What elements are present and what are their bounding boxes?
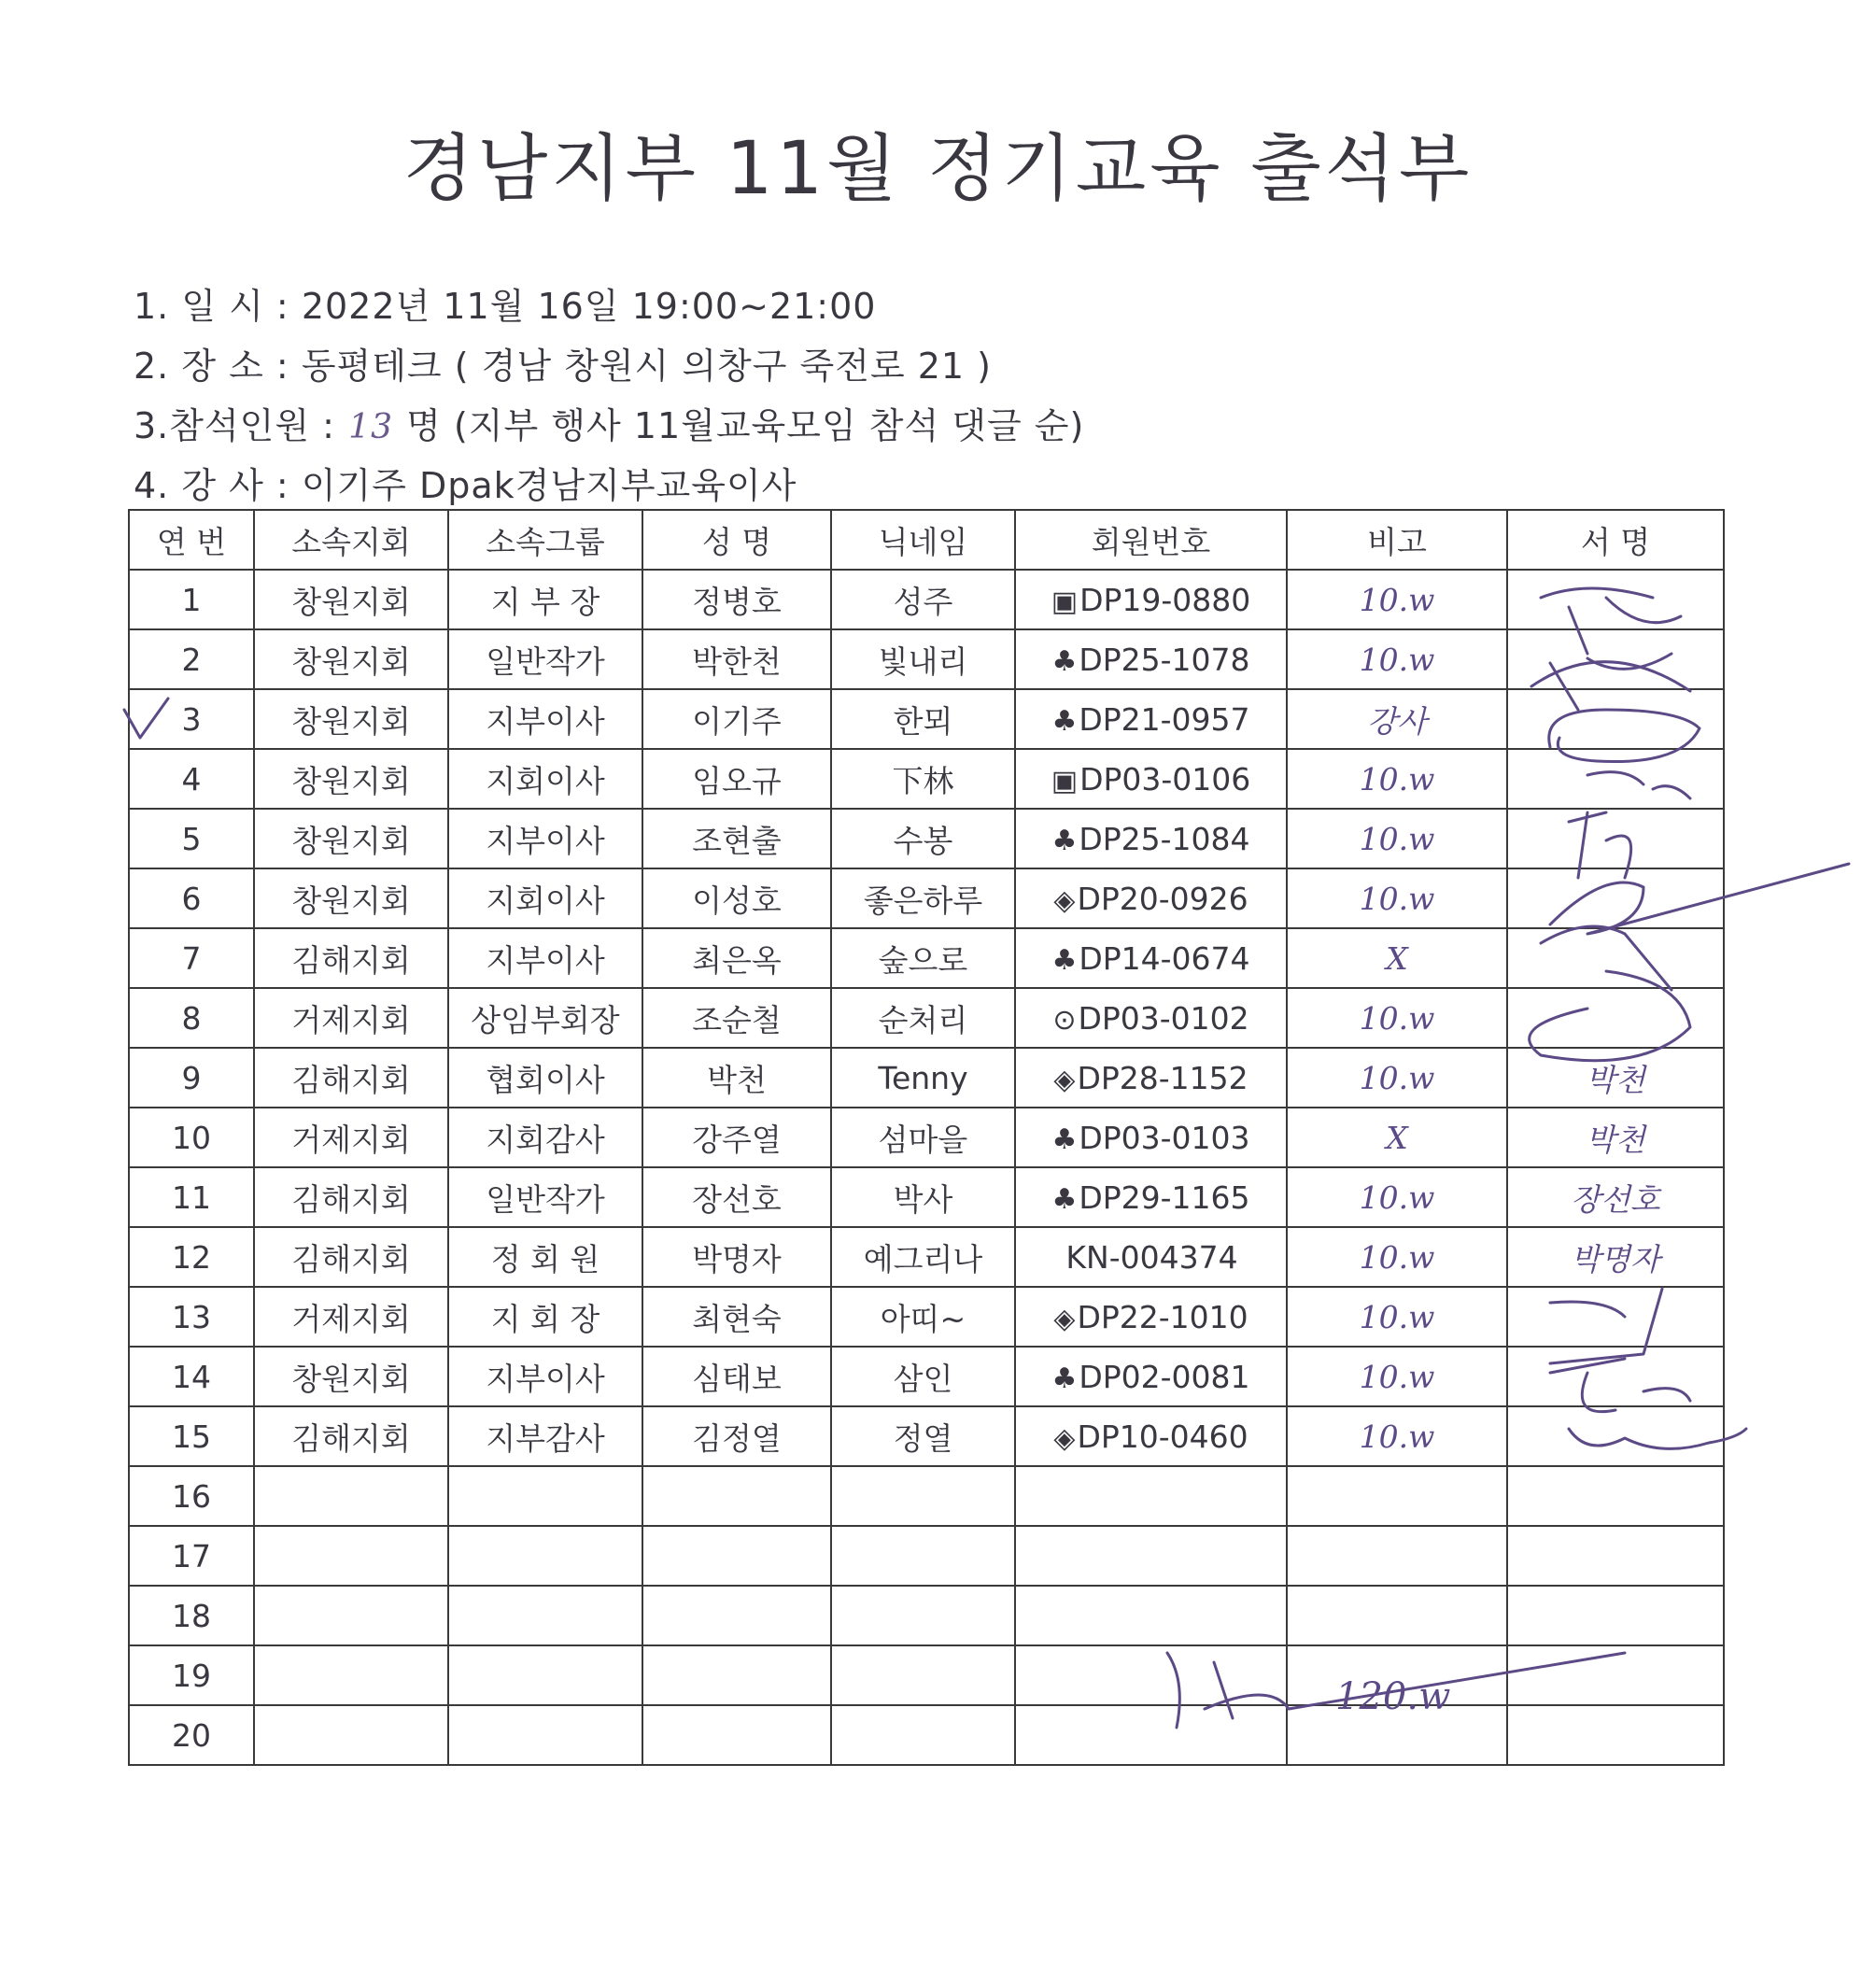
note-handwriting: 10.w [1359, 1059, 1435, 1096]
col-branch-cell [254, 1586, 448, 1645]
note-handwriting: 강사 [1367, 702, 1427, 740]
table-header-row [129, 510, 1724, 570]
note-handwriting: 10.w [1359, 641, 1435, 678]
col-note-cell [1287, 1287, 1507, 1347]
table-row [129, 868, 1724, 928]
col-note-cell [1287, 689, 1507, 749]
col-name-cell: 최은옥 [642, 928, 831, 988]
col-signature-cell [1507, 689, 1724, 749]
table-row [129, 928, 1724, 988]
member-id-text: DP10-0460 [1077, 1418, 1248, 1455]
col-name-cell: 정병호 [642, 570, 831, 629]
col-branch-cell: 거제지회 [254, 1287, 448, 1347]
col-note-cell [1287, 749, 1507, 809]
col-number-cell: 11 [129, 1167, 254, 1227]
info-attendance [134, 397, 1084, 448]
col-group-cell: 지 회 장 [448, 1287, 642, 1347]
attend-value: 명 (지부 행사 11월교육모임 참석 댓글 순) [406, 405, 1085, 446]
col-nickname-cell: 한뫼 [831, 689, 1015, 749]
col-note-cell [1287, 1347, 1507, 1406]
col-group-cell [448, 1526, 642, 1586]
note-handwriting: 10.w [1359, 1238, 1435, 1276]
col-member-id-cell [1015, 988, 1287, 1048]
col-branch-cell: 창원지회 [254, 1347, 448, 1406]
col-member-id-cell [1015, 1586, 1287, 1645]
note-handwriting: 10.w [1359, 760, 1435, 798]
col-note-cell [1287, 988, 1507, 1048]
col-branch-cell: 창원지회 [254, 809, 448, 868]
info-date [134, 277, 876, 329]
col-branch-cell [254, 1645, 448, 1705]
col-branch-cell: 창원지회 [254, 868, 448, 928]
note-handwriting: 10.w [1359, 880, 1435, 917]
col-name-cell [642, 1586, 831, 1645]
table-row [129, 749, 1724, 809]
member-symbol-icon: ♣ [1051, 1362, 1078, 1395]
col-member-id-cell [1015, 1526, 1287, 1586]
col-note-cell [1287, 1167, 1507, 1227]
col-note-cell [1287, 1526, 1507, 1586]
col-name-cell: 심태보 [642, 1347, 831, 1406]
col-note-cell [1287, 868, 1507, 928]
col-group-cell: 지부이사 [448, 689, 642, 749]
col-number-cell: 20 [129, 1705, 254, 1765]
col-group-cell [448, 1586, 642, 1645]
col-signature-cell [1507, 1406, 1724, 1466]
col-signature-cell [1507, 570, 1724, 629]
note-handwriting: 10.w [1359, 1418, 1435, 1455]
col-group-cell: 지회감사 [448, 1108, 642, 1167]
col-nickname-cell: 정열 [831, 1406, 1015, 1466]
col-number-cell: 16 [129, 1466, 254, 1526]
col-name-cell: 조현출 [642, 809, 831, 868]
col-note-cell [1287, 1227, 1507, 1287]
col-name-cell: 박천 [642, 1048, 831, 1108]
place-value: 동평테크 ( 경남 창원시 의창구 죽전로 21 ) [301, 346, 992, 387]
col-number-cell: 8 [129, 988, 254, 1048]
col-note-cell [1287, 809, 1507, 868]
col-name-cell: 이기주 [642, 689, 831, 749]
member-id-text: DP21-0957 [1079, 700, 1250, 738]
col-group-header: 소속그룹 [448, 510, 642, 570]
table-row [129, 1167, 1724, 1227]
col-member-id-cell [1015, 1048, 1287, 1108]
member-symbol-icon: ▣ [1051, 585, 1079, 618]
col-member-id-cell [1015, 689, 1287, 749]
col-group-cell: 협회이사 [448, 1048, 642, 1108]
col-number-cell: 17 [129, 1526, 254, 1586]
col-member-id-cell [1015, 809, 1287, 868]
col-group-cell: 지회이사 [448, 868, 642, 928]
table-row [129, 570, 1724, 629]
col-group-cell: 지부이사 [448, 928, 642, 988]
col-name-cell: 강주열 [642, 1108, 831, 1167]
col-member-id-header: 회원번호 [1015, 510, 1287, 570]
col-member-id-cell [1015, 928, 1287, 988]
table-row [129, 988, 1724, 1048]
table-row [129, 1227, 1724, 1287]
lecturer-label: 4. 강 사 : [134, 465, 289, 506]
col-name-cell [642, 1645, 831, 1705]
member-symbol-icon: ◈ [1053, 883, 1076, 917]
signature-text: 박명자 [1571, 1240, 1660, 1277]
col-nickname-cell [831, 1645, 1015, 1705]
info-place [134, 337, 992, 388]
col-number-cell: 15 [129, 1406, 254, 1466]
info-lecturer [134, 457, 797, 508]
col-note-header: 비고 [1287, 510, 1507, 570]
col-member-id-cell [1015, 1108, 1287, 1167]
member-id-text: DP03-0106 [1079, 760, 1251, 798]
table-row [129, 1526, 1724, 1586]
note-handwriting: 10.w [1359, 581, 1435, 618]
col-nickname-cell: 삼인 [831, 1347, 1015, 1406]
col-branch-cell: 창원지회 [254, 749, 448, 809]
col-nickname-cell [831, 1586, 1015, 1645]
note-handwriting: 10.w [1359, 1358, 1435, 1395]
col-signature-cell [1507, 1227, 1724, 1287]
col-member-id-cell [1015, 1167, 1287, 1227]
member-id-text: DP03-0102 [1078, 999, 1249, 1037]
attend-written-count: 13 [348, 408, 393, 446]
member-id-text: DP03-0103 [1079, 1119, 1250, 1156]
note-handwriting: 10.w [1359, 999, 1435, 1037]
col-number-cell: 1 [129, 570, 254, 629]
member-symbol-icon: ⊙ [1052, 1003, 1077, 1037]
col-group-cell [448, 1645, 642, 1705]
member-id-text: DP19-0880 [1079, 581, 1251, 618]
col-name-cell: 이성호 [642, 868, 831, 928]
member-symbol-icon: ▣ [1051, 764, 1079, 798]
member-symbol-icon: ♣ [1051, 704, 1078, 738]
col-group-cell: 지 부 장 [448, 570, 642, 629]
member-symbol-icon: ◈ [1053, 1302, 1076, 1335]
signature-text: 박천 [1586, 1121, 1645, 1158]
col-nickname-cell: 순처리 [831, 988, 1015, 1048]
col-name-cell [642, 1705, 831, 1765]
col-member-id-cell [1015, 1287, 1287, 1347]
col-signature-cell [1507, 1108, 1724, 1167]
signature-text: 박천 [1586, 1061, 1645, 1098]
col-number-cell: 18 [129, 1586, 254, 1645]
col-nickname-cell [831, 1526, 1015, 1586]
col-group-cell: 지부이사 [448, 1347, 642, 1406]
col-note-cell [1287, 570, 1507, 629]
col-number-cell: 6 [129, 868, 254, 928]
col-member-id-cell [1015, 749, 1287, 809]
col-note-cell [1287, 928, 1507, 988]
col-name-cell: 임오규 [642, 749, 831, 809]
col-branch-cell: 창원지회 [254, 689, 448, 749]
col-member-id-cell [1015, 1466, 1287, 1526]
col-signature-cell [1507, 749, 1724, 809]
col-signature-cell [1507, 988, 1724, 1048]
col-group-cell: 지부감사 [448, 1406, 642, 1466]
table-row [129, 689, 1724, 749]
col-number-cell: 2 [129, 629, 254, 689]
col-name-cell [642, 1526, 831, 1586]
col-branch-cell: 거제지회 [254, 988, 448, 1048]
col-group-cell [448, 1705, 642, 1765]
col-signature-cell [1507, 1287, 1724, 1347]
col-note-cell [1287, 1108, 1507, 1167]
place-label: 2. 장 소 : [134, 346, 289, 387]
col-nickname-cell [831, 1705, 1015, 1765]
col-signature-cell [1507, 809, 1724, 868]
page-title: 경남지부 11월 정기교육 출석부 [402, 127, 1474, 211]
member-id-text: KN-004374 [1065, 1238, 1238, 1276]
table-row [129, 1466, 1724, 1526]
col-name-cell: 최현숙 [642, 1287, 831, 1347]
col-branch-cell: 김해지회 [254, 1406, 448, 1466]
col-signature-cell [1507, 1048, 1724, 1108]
col-number-cell: 14 [129, 1347, 254, 1406]
col-member-id-cell [1015, 570, 1287, 629]
col-nickname-cell: 수봉 [831, 809, 1015, 868]
col-nickname-cell: 좋은하루 [831, 868, 1015, 928]
col-name-cell: 조순철 [642, 988, 831, 1048]
note-handwriting: 10.w [1359, 1179, 1435, 1216]
date-label: 1. 일 시 : [134, 286, 289, 327]
col-nickname-cell: 박사 [831, 1167, 1015, 1227]
col-branch-header: 소속지회 [254, 510, 448, 570]
lecturer-value: 이기주 Dpak경남지부교육이사 [301, 465, 797, 506]
note-handwriting: X [1386, 939, 1408, 977]
col-nickname-cell: 빛내리 [831, 629, 1015, 689]
col-branch-cell: 창원지회 [254, 570, 448, 629]
member-symbol-icon: ◈ [1053, 1063, 1076, 1096]
col-nickname-cell: 섬마을 [831, 1108, 1015, 1167]
col-number-cell: 9 [129, 1048, 254, 1108]
attend-label: 3.참석인원 : [134, 405, 335, 446]
col-number-cell: 19 [129, 1645, 254, 1705]
col-number-cell: 10 [129, 1108, 254, 1167]
col-name-cell: 박한천 [642, 629, 831, 689]
col-member-id-cell [1015, 1227, 1287, 1287]
col-branch-cell: 거제지회 [254, 1108, 448, 1167]
col-note-cell [1287, 629, 1507, 689]
col-name-cell: 박명자 [642, 1227, 831, 1287]
col-signature-cell [1507, 1645, 1724, 1705]
col-member-id-cell [1015, 1645, 1287, 1705]
member-id-text: DP25-1078 [1079, 641, 1250, 678]
col-note-cell [1287, 1406, 1507, 1466]
col-group-cell: 지부이사 [448, 809, 642, 868]
col-signature-cell [1507, 1705, 1724, 1765]
col-member-id-cell [1015, 868, 1287, 928]
member-symbol-icon: ♣ [1051, 824, 1078, 857]
col-note-cell [1287, 1705, 1507, 1765]
col-number-cell: 5 [129, 809, 254, 868]
table-row [129, 1645, 1724, 1705]
member-id-text: DP02-0081 [1079, 1358, 1250, 1395]
table-row [129, 809, 1724, 868]
col-group-cell: 일반작가 [448, 629, 642, 689]
table-row [129, 1108, 1724, 1167]
col-signature-cell [1507, 1347, 1724, 1406]
note-handwriting: 10.w [1359, 1298, 1435, 1335]
member-id-text: DP14-0674 [1079, 939, 1250, 977]
date-value: 2022년 11월 16일 19:00~21:00 [301, 286, 877, 327]
col-branch-cell: 김해지회 [254, 928, 448, 988]
col-nickname-cell: Tenny [831, 1048, 1015, 1108]
col-branch-cell: 김해지회 [254, 1227, 448, 1287]
col-signature-cell [1507, 1586, 1724, 1645]
col-group-cell: 상임부회장 [448, 988, 642, 1048]
col-group-cell: 정 회 원 [448, 1227, 642, 1287]
col-name-header: 성 명 [642, 510, 831, 570]
col-nickname-cell [831, 1466, 1015, 1526]
col-note-cell [1287, 1645, 1507, 1705]
member-id-text: DP25-1084 [1079, 820, 1250, 857]
table-row [129, 1347, 1724, 1406]
signature-text: 장선호 [1571, 1180, 1660, 1218]
col-nickname-header: 닉네임 [831, 510, 1015, 570]
col-signature-cell [1507, 868, 1724, 928]
col-branch-cell [254, 1466, 448, 1526]
col-branch-cell: 김해지회 [254, 1048, 448, 1108]
col-branch-cell: 김해지회 [254, 1167, 448, 1227]
col-note-cell [1287, 1586, 1507, 1645]
note-handwriting: 10.w [1359, 820, 1435, 857]
member-symbol-icon: ◈ [1053, 1421, 1076, 1455]
col-member-id-cell [1015, 1347, 1287, 1406]
col-note-cell [1287, 1466, 1507, 1526]
note-handwriting: X [1386, 1119, 1408, 1156]
col-nickname-cell: 예그리나 [831, 1227, 1015, 1287]
col-note-cell [1287, 1048, 1507, 1108]
col-number-cell: 13 [129, 1287, 254, 1347]
col-number-header: 연 번 [129, 510, 254, 570]
member-id-text: DP20-0926 [1077, 880, 1248, 917]
table-row [129, 1048, 1724, 1108]
col-name-cell [642, 1466, 831, 1526]
col-signature-cell [1507, 928, 1724, 988]
col-number-cell: 12 [129, 1227, 254, 1287]
col-group-cell: 지회이사 [448, 749, 642, 809]
col-branch-cell [254, 1526, 448, 1586]
table-row [129, 1287, 1724, 1347]
member-id-text: DP22-1010 [1077, 1298, 1248, 1335]
col-number-cell: 7 [129, 928, 254, 988]
col-group-cell [448, 1466, 642, 1526]
col-nickname-cell: 아띠~ [831, 1287, 1015, 1347]
col-nickname-cell: 성주 [831, 570, 1015, 629]
member-id-text: DP29-1165 [1079, 1179, 1250, 1216]
member-symbol-icon: ♣ [1051, 943, 1078, 977]
col-signature-cell [1507, 1526, 1724, 1586]
col-signature-header: 서 명 [1507, 510, 1724, 570]
col-signature-cell [1507, 629, 1724, 689]
member-symbol-icon: ♣ [1051, 1182, 1078, 1216]
table-row [129, 1586, 1724, 1645]
col-nickname-cell: 숲으로 [831, 928, 1015, 988]
col-number-cell: 3 [129, 689, 254, 749]
member-symbol-icon: ♣ [1051, 644, 1078, 678]
col-signature-cell [1507, 1167, 1724, 1227]
member-id-text: DP28-1152 [1077, 1059, 1248, 1096]
col-member-id-cell [1015, 1705, 1287, 1765]
table-row [129, 629, 1724, 689]
total-note: 120.w [1335, 1675, 1451, 1718]
col-branch-cell: 창원지회 [254, 629, 448, 689]
col-signature-cell [1507, 1466, 1724, 1526]
attendance-table [128, 509, 1725, 1766]
col-member-id-cell [1015, 629, 1287, 689]
col-name-cell: 김정열 [642, 1406, 831, 1466]
table-row [129, 1406, 1724, 1466]
table-row [129, 1705, 1724, 1765]
col-nickname-cell: 下林 [831, 749, 1015, 809]
col-name-cell: 장선호 [642, 1167, 831, 1227]
col-member-id-cell [1015, 1406, 1287, 1466]
member-symbol-icon: ♣ [1051, 1122, 1078, 1156]
col-branch-cell [254, 1705, 448, 1765]
col-group-cell: 일반작가 [448, 1167, 642, 1227]
col-number-cell: 4 [129, 749, 254, 809]
